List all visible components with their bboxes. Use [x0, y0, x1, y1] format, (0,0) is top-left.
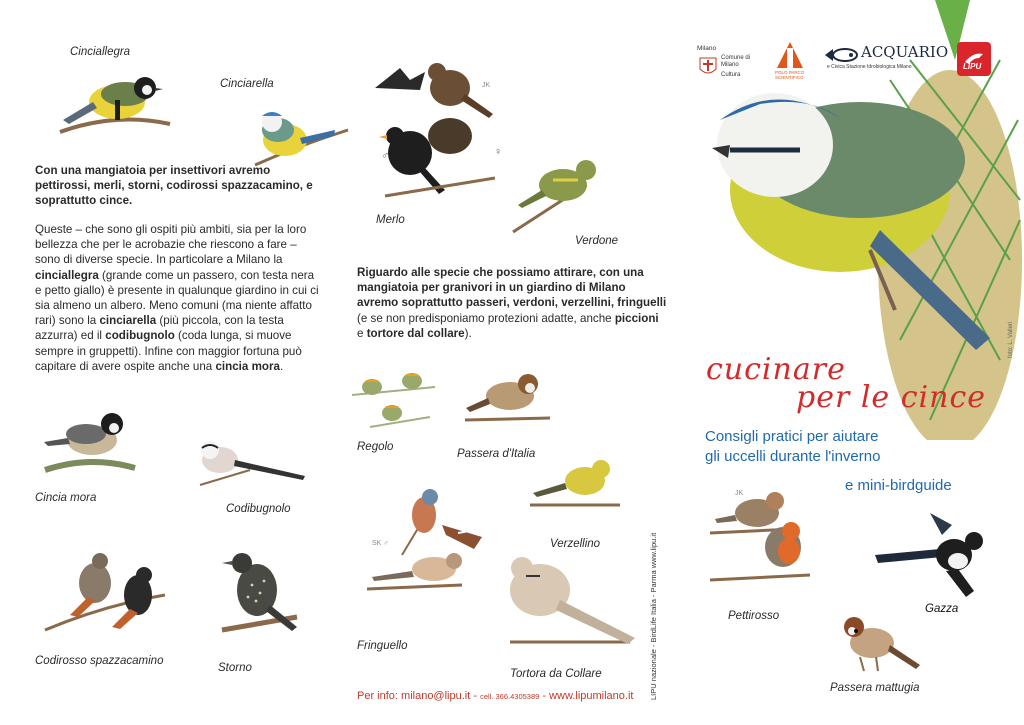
black-redstart-illustration [40, 545, 170, 640]
intro-text-1: Queste – che sono gli ospiti più ambiti, sia per la loro bellezza che per le acrobazie che riescono a fare – sono di diverse specie. In particolare a Milano la [35, 223, 307, 267]
caption-verzellino: Verzellino [550, 538, 601, 550]
cover-subtitle-2: gli uccelli durante l'inverno [705, 448, 881, 465]
logo-acquario [825, 43, 949, 73]
logo-milano [697, 45, 753, 83]
intro-cincia-mora: cincia mora [215, 359, 280, 373]
intro-text-2: (grande come un passero, con testa nera e petto giallo) è presente in qualunque giardino in cui ci sia almeno un albero. Meno comuni (ma niente affatto rari) sono la [35, 268, 319, 328]
logo-polo [777, 42, 803, 80]
intro-codibugnolo: codibugnolo [105, 329, 175, 343]
coal-tit-illustration [40, 400, 140, 480]
logo-acquario-subtitle: e Civica Stazione Idrobiologica Milano [827, 64, 912, 70]
info-cell: cell. 366.4305389 [480, 692, 540, 701]
long-tailed-tit-illustration [190, 430, 310, 500]
logo-lipu [957, 42, 991, 76]
granivore-bold-piccioni: piccioni [614, 311, 659, 325]
intro-text-3: (più piccola, con la testa azzurra) ed il [35, 314, 284, 343]
male-symbol: ♂ [381, 150, 390, 162]
blackbird-illustration [365, 58, 505, 203]
starling-illustration [212, 545, 307, 640]
caption-fringuello: Fringuello [357, 640, 408, 652]
caption-gazza: Gazza [925, 603, 959, 615]
caption-codirosso-spazzacamino: Codirosso spazzacamino [35, 655, 164, 667]
intro-cinciarella: cinciarella [99, 314, 157, 328]
sex-label-jk: JK [482, 82, 491, 89]
female-symbol: ♀ [494, 146, 503, 158]
logo-comune-text: Comune di Milano [721, 55, 751, 68]
caption-codibugnolo: Codibugnolo [226, 503, 291, 515]
fish-icon [825, 47, 861, 63]
info-email[interactable]: milano@lipu.it [401, 690, 471, 702]
logo-cultura-text: Cultura [721, 72, 741, 78]
info-site[interactable]: www.lipumilano.it [549, 690, 634, 702]
cover-subtitle-3: e mini-birdguide [845, 477, 952, 494]
caption-cinciarella: Cinciarella [220, 78, 274, 90]
granivore-paragraph [357, 265, 667, 341]
greenfinch-illustration [508, 150, 608, 240]
granivore-bold-1: Riguardo alle specie che possiamo attirare, con una mangiatoia per granivori in un giardino di Milano avremo soprattutto passeri, verdoni, verzellini, fringuelli [357, 266, 667, 310]
caption-merlo: Merlo [376, 214, 405, 226]
logo-lipu-text: LIPU [963, 62, 982, 71]
granivore-text-1: (e se non predisponiamo protezioni adatte, anche [357, 311, 612, 325]
logo-acquario-text: ACQUARIO [861, 43, 949, 61]
granivore-text-2: e [357, 326, 364, 340]
insectivore-heading: Con una mangiatoia per insettivori avremo pettirossi, merli, storni, codirossi spazzacamino, e soprattutto cince. [35, 164, 313, 208]
collared-dove-illustration [500, 550, 640, 650]
magpie-illustration [870, 505, 1000, 600]
caption-passera-mattugia: Passera mattugia [830, 682, 920, 694]
intro-text-4: (coda lunga, si muove sempre in gruppetti). Infine con maggior fortuna può capitare di avere ospite anche una [35, 329, 302, 373]
tree-sparrow-illustration [830, 605, 925, 675]
info-dash-1: - [473, 690, 478, 702]
vertical-credit: LIPU nazionale - BirdLife Italia - Parma www.lipu.it [649, 532, 658, 700]
serin-illustration [525, 445, 625, 515]
caption-pettirosso: Pettirosso [728, 610, 780, 622]
intro-text-5: . [279, 359, 284, 373]
sex-label-sk: SK ♂ [372, 540, 389, 547]
logo-milano-text: Milano [697, 45, 717, 52]
info-line [357, 690, 633, 702]
photo-credit: foto: L. Valleri [1008, 321, 1014, 358]
logo-polo-text: POLO PARCO SCIENTIFICO [775, 70, 805, 80]
italian-sparrow-illustration [460, 360, 555, 430]
caption-tortora: Tortora da Collare [510, 668, 602, 680]
granivore-text-3: ). [464, 326, 472, 340]
caption-passera-italia: Passera d'Italia [457, 448, 536, 460]
polo-logo-icon [777, 42, 803, 70]
cover-title-line-1: cucinare [706, 352, 846, 387]
caption-verdone: Verdone [575, 235, 619, 247]
goldcrest-illustration [350, 365, 440, 435]
milano-crest-icon [699, 57, 717, 77]
intro-cinciallegra: cinciallegra [35, 268, 99, 282]
great-tit-illustration [55, 62, 175, 142]
intro-paragraph [35, 222, 320, 374]
robin-sex-label: JK [735, 490, 744, 497]
cover-title-line-2: per le cince [796, 380, 986, 415]
caption-storno: Storno [218, 662, 252, 674]
caption-cinciallegra: Cinciallegra [70, 46, 131, 58]
caption-cincia-mora: Cincia mora [35, 492, 97, 504]
info-label: Per info: [357, 690, 398, 702]
granivore-bold-tortore: tortore dal collare [366, 326, 465, 340]
caption-regolo: Regolo [357, 441, 394, 453]
info-dash-2: - [542, 690, 547, 702]
cover-subtitle-1: Consigli pratici per aiutare [705, 428, 879, 445]
robin-illustration [705, 485, 815, 595]
